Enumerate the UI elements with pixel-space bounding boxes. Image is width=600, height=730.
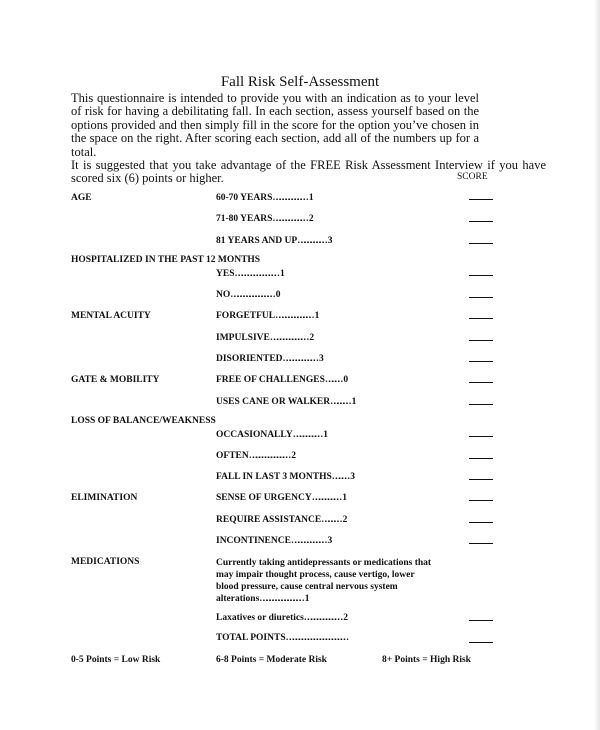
option: USES CANE OR WALKER…………… 1: [216, 397, 357, 407]
dot-leader: …………………………………: [259, 594, 299, 604]
intro-text-2: It is suggested that you take advantage of the FREE Risk Assessment Interview if you have scored six (6) points or higher.: [71, 158, 546, 186]
total-points: TOTAL POINTS…………………………………………………: [216, 633, 349, 644]
option: SENSE OF URGENCY…………………… 1: [216, 493, 347, 503]
option: IMPULSIVE…………………………… 2: [216, 333, 315, 343]
dot-leader: …………………………: [282, 354, 313, 364]
legend-low-risk: 0-5 Points = Low Risk: [71, 655, 161, 665]
option: FALL IN LAST 3 MONTHS………… 3: [216, 472, 356, 482]
score-blank[interactable]: [469, 361, 493, 362]
dot-leader: …………………………………: [230, 290, 270, 300]
option: YES………………………………… 1: [216, 269, 285, 279]
dot-leader: ……………………………: [275, 311, 309, 321]
option: FREE OF CHALLENGES………… 0: [216, 375, 349, 385]
section-elimination: ELIMINATION: [71, 493, 138, 503]
dot-leader: ……………………………: [269, 333, 303, 343]
option: Currently taking antidepressants or medications that may impair thought process, cause vertigo, lower blood pressure, cause central nervous system alterations………………………………… 1: [216, 558, 432, 604]
section-age: AGE: [71, 193, 92, 203]
option: FORGETFUL…………………………… 1: [216, 311, 320, 321]
option: Laxatives or diuretics…………………………… 2: [216, 613, 349, 623]
dot-leader: ……………: [321, 515, 337, 525]
option: OFTEN……………………………… 2: [216, 451, 296, 461]
option: INCONTINENCE………………………… 3: [216, 536, 333, 546]
section-balance: LOSS OF BALANCE/WEAKNESS: [71, 416, 216, 426]
option: NO………………………………… 0: [216, 290, 281, 300]
dot-leader: …………………………: [272, 193, 303, 203]
section-mental-acuity: MENTAL ACUITY: [71, 311, 151, 321]
dot-leader: ……………………………: [303, 613, 337, 623]
intro-paragraph: [71, 91, 546, 186]
document-title: Fall Risk Self-Assessment: [220, 74, 380, 90]
score-blank[interactable]: [469, 382, 493, 383]
score-blank[interactable]: [469, 458, 493, 459]
legend-moderate-risk: 6-8 Points = Moderate Risk: [216, 655, 327, 665]
dot-leader: …………………………: [290, 536, 321, 546]
section-hospitalized: HOSPITALIZED IN THE PAST 12 MONTHS: [71, 255, 261, 265]
score-blank[interactable]: [469, 340, 493, 341]
score-blank[interactable]: [469, 522, 493, 523]
dot-leader: ………………………………: [248, 451, 285, 461]
option: OCCASIONALLY…………………… 1: [216, 430, 328, 440]
score-blank[interactable]: [469, 199, 493, 200]
section-medications: MEDICATIONS: [71, 557, 140, 567]
score-header: SCORE: [457, 172, 488, 182]
dot-leader: …………………………………: [234, 269, 274, 279]
legend-high-risk: 8+ Points = High Risk: [382, 655, 471, 665]
score-blank[interactable]: [469, 318, 493, 319]
option: REQUIRE ASSISTANCE…………… 2: [216, 515, 348, 525]
score-blank[interactable]: [469, 436, 493, 437]
option: 60-70 YEARS………………………… 1: [216, 193, 314, 203]
score-blank[interactable]: [469, 275, 493, 276]
dot-leader: ……………………: [292, 430, 317, 440]
dot-leader: …………: [331, 472, 344, 482]
section-gate-mobility: GATE & MOBILITY: [71, 375, 160, 385]
score-blank[interactable]: [469, 500, 493, 501]
dot-leader: …………: [324, 375, 337, 385]
score-blank[interactable]: [469, 543, 493, 544]
dot-leader: …………………………: [272, 214, 303, 224]
page-edge-shadow: [594, 0, 600, 730]
score-blank[interactable]: [469, 404, 493, 405]
score-blank[interactable]: [469, 620, 493, 621]
dot-leader: …………………………………………………: [285, 633, 343, 643]
score-blank[interactable]: [469, 479, 493, 480]
score-blank[interactable]: [469, 297, 493, 298]
option: DISORIENTED………………………… 3: [216, 354, 324, 364]
dot-leader: ……………: [330, 397, 346, 407]
dot-leader: ……………………: [297, 236, 322, 246]
total-score-blank[interactable]: [469, 642, 493, 643]
score-blank[interactable]: [469, 221, 493, 222]
option: 81 YEARS AND UP…………………… 3: [216, 236, 333, 246]
option: 71-80 YEARS………………………… 2: [216, 214, 314, 224]
intro-text-1: This questionnaire is intended to provide you with an indication as to your level of risk for having a debilitating fall. In each section, assess yourself based on the options provided and then simply fill in the score for the option you’ve chosen in the space on the right. After scoring each section, add all of the numbers up for a total.: [71, 91, 479, 159]
score-blank[interactable]: [469, 243, 493, 244]
dot-leader: ……………………: [311, 493, 336, 503]
